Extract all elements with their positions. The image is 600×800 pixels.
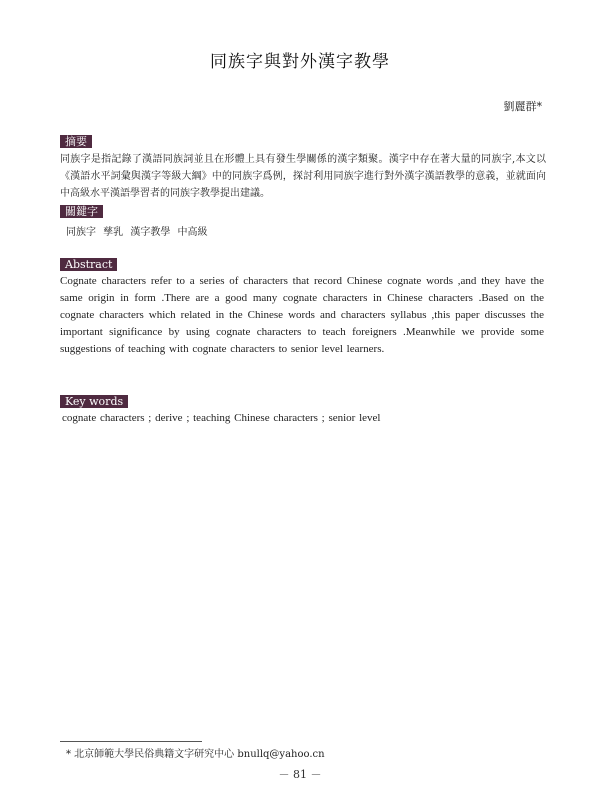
author-name: 劉麗群* [503, 100, 542, 113]
keywords-en-text: cognate characters ; derive ; teaching Chinese characters ; senior level [62, 412, 381, 424]
paper-title: 同族字與對外漢字教學 [210, 52, 390, 72]
abstract-en-label: Abstract [60, 258, 117, 271]
footnote-divider [60, 741, 202, 742]
keywords-cn-label: 關鍵字 [60, 205, 103, 218]
keywords-cn-text: 同族字 孳乳 漢字教學 中高級 [66, 227, 208, 238]
abstract-en-text: Cognate characters refer to a series of characters that record Chinese cognate words ,and they have the same origin in form .There are a good many cognate characters in Chinese characters .Based on the cognate characters which related in the Chinese words and characters syllabus ,this paper discusses the important significance by using cognate characters to teach foreigners .Meanwhile we provide some suggestions of teaching with cognate characters to senior level learners. [60, 275, 544, 355]
page-number: － 81 － [278, 768, 322, 781]
abstract-cn-text: 同族字是指記錄了漢語同族詞並且在形體上具有發生學關係的漢字類聚。漢字中存在著大量的同族字,本文以《漢語水平詞彙與漢字等級大綱》中的同族字爲例，探討利用同族字進行對外漢字漢語教學的意義，並就面向中高級水平漢語學習者的同族字教學提出建議。 [60, 154, 546, 199]
abstract-cn-label: 摘要 [60, 135, 92, 148]
keywords-en-label: Key words [60, 395, 128, 408]
footnote: * 北京師範大學民俗典籍文字研究中心 bnullq@yahoo.cn [66, 749, 325, 760]
